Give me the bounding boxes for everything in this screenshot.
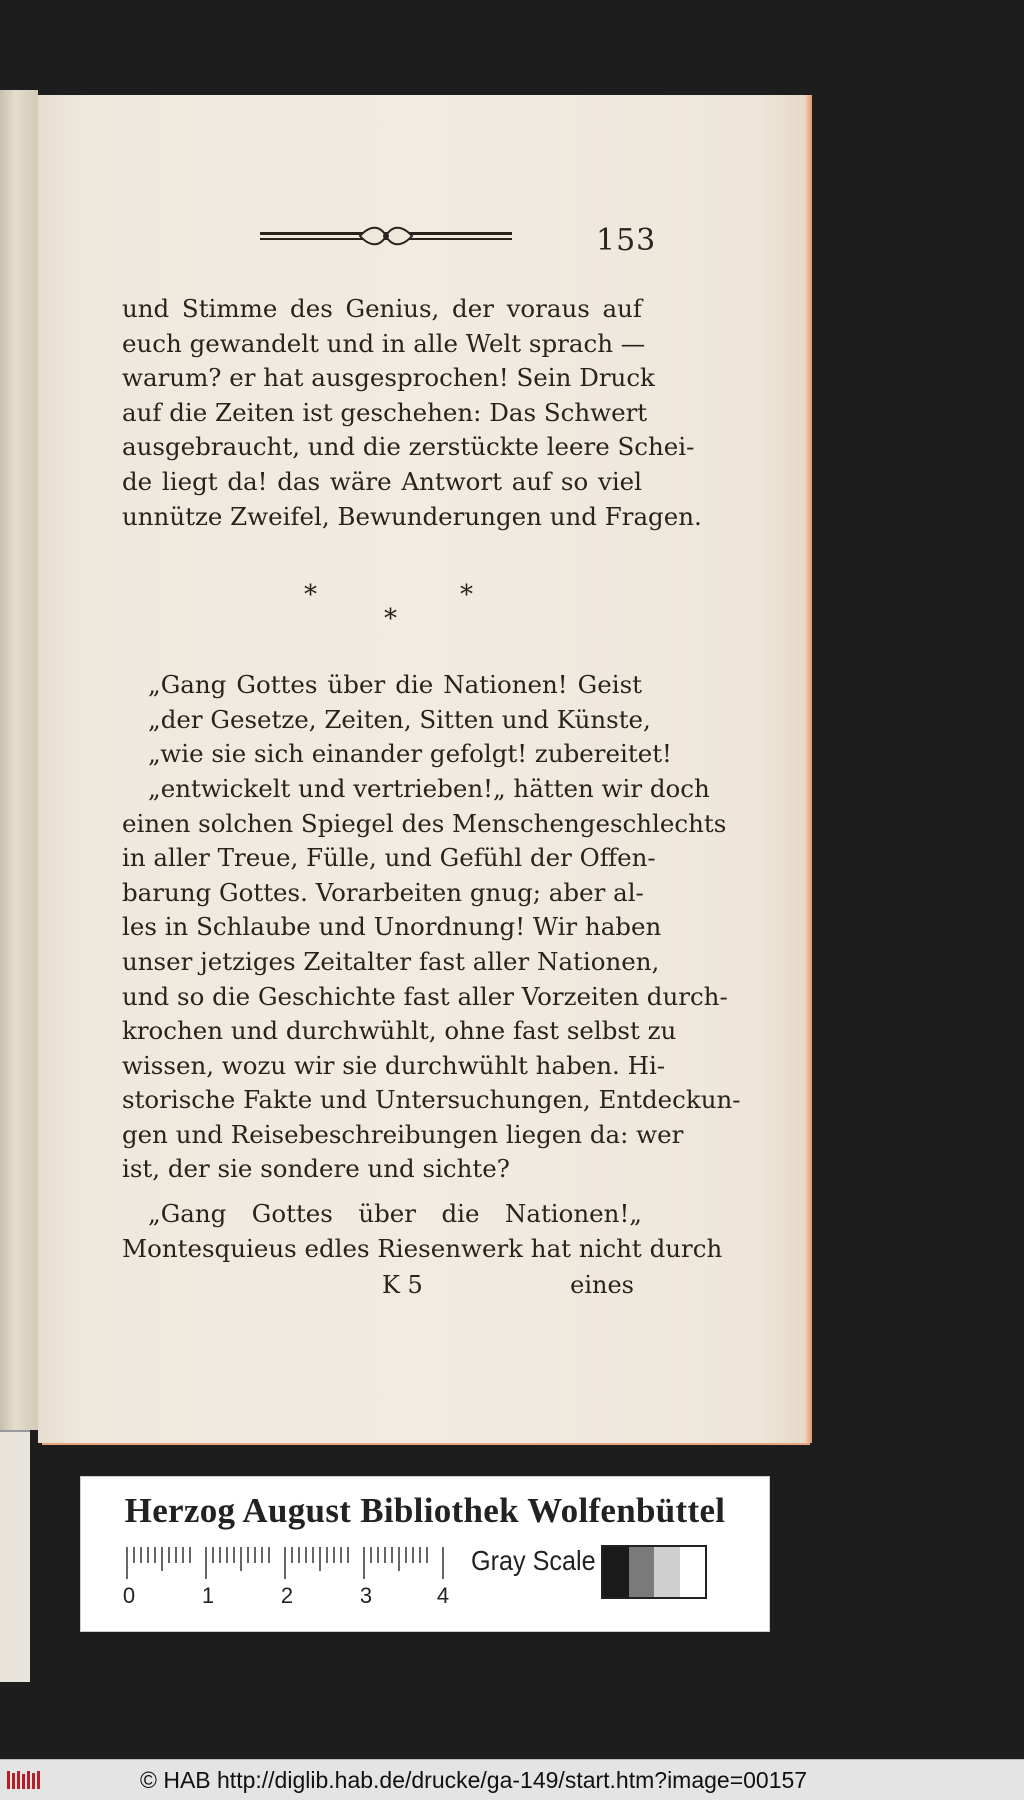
ruler-label: 3: [359, 1583, 373, 1608]
source-url[interactable]: © HAB http://diglib.hab.de/drucke/ga-149/start.htm?image=00157: [140, 1767, 808, 1793]
paragraph-3: [122, 1197, 723, 1266]
gray-swatch: [629, 1547, 655, 1597]
text-line: Montesquieus edles Riesenwerk hat nicht durch: [122, 1233, 723, 1263]
book-page: [38, 95, 806, 1443]
text-line: warum? er hat ausgesprochen! Sein Druck: [122, 363, 655, 393]
paragraph-2: [122, 668, 741, 1187]
text-line: einen solchen Spiegel des Menschengeschlechts: [122, 808, 727, 838]
ruler-label: 0: [122, 1583, 136, 1608]
asterisk: *: [384, 604, 397, 635]
signature-mark: K 5: [382, 1271, 423, 1300]
text-line: „Gang Gottes über die Nationen!„: [148, 1199, 642, 1229]
text-line: und so die Geschichte fast aller Vorzeiten durch-: [122, 981, 728, 1011]
ruler-label: 4: [436, 1583, 450, 1608]
ruler-label: 2: [280, 1583, 294, 1608]
text-line: „wie sie sich einander gefolgt! zubereitet!: [148, 739, 672, 769]
text-line: gen und Reisebeschreibungen liegen da: wer: [122, 1119, 684, 1149]
ornamental-head-rule-icon: [260, 225, 512, 247]
text-line: und Stimme des Genius, der voraus auf: [122, 294, 642, 323]
text-line: de liegt da! das wäre Antwort auf so viel: [122, 466, 642, 496]
text-line: wissen, wozu wir sie durchwühlt haben. Hi-: [122, 1050, 666, 1080]
page-text: [122, 292, 741, 1302]
text-line: ist, der sie sondere und sichte?: [122, 1154, 510, 1184]
text-line: les in Schlaube und Unordnung! Wir haben: [122, 912, 662, 942]
scale-ruler-icon: [122, 1545, 455, 1608]
text-line: „der Gesetze, Zeiten, Sitten und Künste,: [148, 704, 651, 734]
text-line: „entwickelt und vertrieben!„ hätten wir doch: [148, 773, 710, 803]
asterisk: *: [460, 580, 473, 611]
gray-scale-swatches: [601, 1545, 707, 1599]
text-line: ausgebraucht, und die zerstückte leere Schei-: [122, 432, 695, 462]
text-line: euch gewandelt und in alle Welt sprach —: [122, 328, 646, 358]
text-line: barung Gottes. Vorarbeiten gnug; aber al-: [122, 877, 644, 907]
ruler-label: 1: [201, 1583, 215, 1608]
adjacent-ruler-strip: [0, 1430, 30, 1682]
gray-swatch: [654, 1547, 680, 1597]
gray-swatch: [680, 1547, 706, 1597]
text-line: in aller Treue, Fülle, und Gefühl der Offen-: [122, 843, 656, 873]
hab-logo-icon: [6, 1769, 42, 1791]
library-color-card: [80, 1476, 770, 1632]
page-number: 153: [596, 223, 657, 258]
text-line: krochen und durchwühlt, ohne fast selbst zu: [122, 1016, 677, 1046]
adjacent-page-edge: [0, 90, 38, 1430]
text-line: storische Fakte und Untersuchungen, Entdeckun-: [122, 1085, 741, 1115]
text-line: unnütze Zweifel, Bewunderungen und Fragen.: [122, 501, 702, 531]
gray-swatch: [603, 1547, 629, 1597]
paragraph-1: [122, 292, 702, 534]
signature-line: [122, 1266, 642, 1302]
text-line: unser jetziges Zeitalter fast aller Nationen,: [122, 946, 660, 976]
status-bar: [0, 1759, 1024, 1800]
catchword: eines: [570, 1271, 634, 1300]
text-line: „Gang Gottes über die Nationen! Geist: [148, 670, 642, 700]
asterism-separator: [122, 572, 642, 646]
library-name: Herzog August Bibliothek Wolfenbüttel: [124, 1491, 726, 1530]
asterisk: *: [304, 580, 317, 611]
text-line: auf die Zeiten ist geschehen: Das Schwert: [122, 397, 648, 427]
gray-scale-label: Gray Scale: [471, 1545, 596, 1576]
